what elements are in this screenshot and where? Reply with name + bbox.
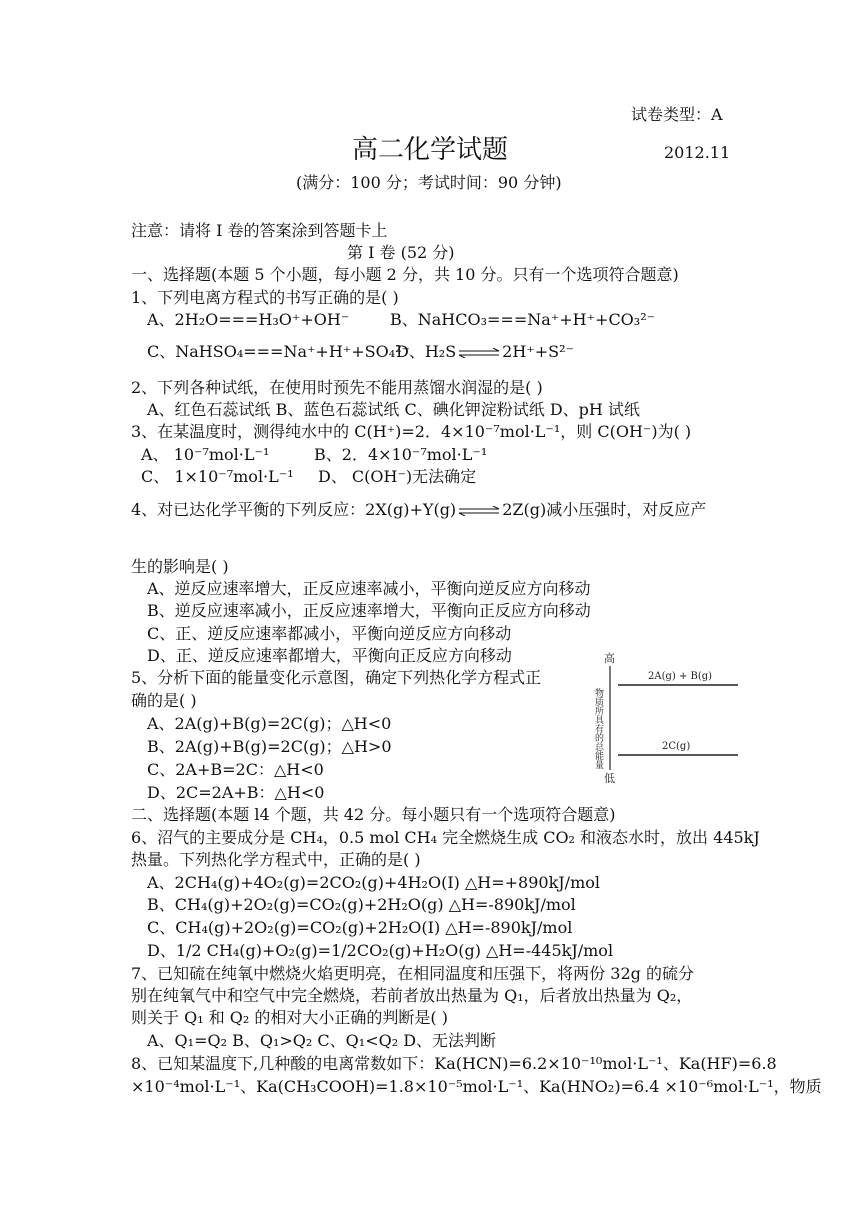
q6-option-d: D、1/2 CH₄(g)+O₂(g)=1/2CO₂(g)+H₂O(g) △H=-445kJ/mol — [147, 941, 614, 960]
notice: 注意：请将 I 卷的答案涂到答题卡上 — [131, 221, 388, 240]
energy-level-diagram — [590, 650, 740, 788]
q1-option-d — [396, 341, 574, 363]
q7-line-3: 则关于 Q₁ 和 Q₂ 的相对大小正确的判断是( ) — [131, 1008, 448, 1027]
q1-option-c: C、NaHSO₄===Na⁺+H⁺+SO₄²⁻ — [147, 342, 410, 361]
q5-option-b: B、2A(g)+B(g)=2C(g)；△H>0 — [147, 737, 392, 756]
q8-line-1: 8、已知某温度下,几种酸的电离常数如下：Ka(HCN)=6.2×10⁻¹⁰mol·L⁻¹、Ka(HF)=6.8 — [131, 1054, 777, 1073]
q4-stem-continued: 生的影响是( ) — [131, 557, 229, 576]
q3-option-b: B、2．4×10⁻⁷mol·L⁻¹ — [314, 445, 488, 464]
q4-option-a: A、逆反应速率增大，正反应速率减小，平衡向逆反应方向移动 — [147, 579, 591, 598]
q3-option-d: D、 C(OH⁻)无法确定 — [318, 467, 477, 486]
section2-title: 二、选择题(本题 l4 个题，共 42 分。每小题只有一个选项符合题意) — [131, 805, 616, 824]
q6-option-c: C、CH₄(g)+2O₂(g)=CO₂(g)+2H₂O(I) △H=-890kJ/mol — [147, 918, 573, 937]
q5-stem: 5、分析下面的能量变化示意图，确定下列热化学方程式正 — [131, 668, 542, 687]
equilibrium-arrow-icon — [458, 348, 500, 358]
q4-stem — [131, 499, 706, 521]
diagram-axis-label-text: 物质所具有的总能量 — [593, 688, 603, 769]
q1-option-a: A、2H₂O===H₃O⁺+OH⁻ — [147, 310, 350, 329]
q7-line-1: 7、已知硫在纯氧中燃烧火焰更明亮，在相同温度和压强下，将两份 32g 的硫分 — [131, 964, 694, 983]
q3-stem: 3、在某温度时，测得纯水中的 C(H⁺)=2．4×10⁻⁷mol·L⁻¹，则 C(OH⁻)为( ) — [131, 422, 692, 441]
q5-option-c: C、2A+B=2C：△H<0 — [147, 760, 324, 779]
q1-option-d-right: 2H⁺+S²⁻ — [502, 342, 574, 361]
q4-option-d: D、正、逆反应速率都增大，平衡向正反应方向移动 — [147, 646, 512, 665]
q7-line-2: 别在纯氧气中和空气中完全燃烧，若前者放出热量为 Q₁，后者放出热量为 Q₂， — [131, 986, 693, 1005]
diagram-upper-level-label: 2A(g) + B(g) — [648, 671, 713, 682]
page-title: 高二化学试题 — [352, 135, 509, 165]
q6-option-a: A、2CH₄(g)+4O₂(g)=2CO₂(g)+4H₂O(I) △H=+890kJ/mol — [147, 873, 600, 892]
q4-option-c: C、正、逆反应速率都减小，平衡向逆反应方向移动 — [147, 624, 512, 643]
q4-stem-right: 2Z(g)减小压强时，对反应产 — [502, 500, 707, 519]
q2-stem: 2、下列各种试纸，在使用时预先不能用蒸馏水润湿的是( ) — [131, 378, 543, 397]
diagram-lower-level-label: 2C(g) — [662, 741, 691, 752]
paper-type: 试卷类型：A — [631, 105, 723, 124]
q1-option-d-left: D、H₂S — [396, 342, 457, 361]
diagram-high-label: 高 — [604, 652, 615, 665]
q6-option-b: B、CH₄(g)+2O₂(g)=CO₂(g)+2H₂O(g) △H=-890kJ/mol — [147, 895, 576, 914]
exam-date: 2012.11 — [664, 143, 731, 162]
q5-option-d: D、2C=2A+B：△H<0 — [147, 783, 325, 802]
exam-subtitle: (满分：100 分；考试时间：90 分钟) — [296, 173, 562, 192]
q8-line-2: ×10⁻⁴mol·L⁻¹、Ka(CH₃COOH)=1.8×10⁻⁵mol·L⁻¹、Ka(HNO₂)=6.4 ×10⁻⁶mol·L⁻¹，物质 — [131, 1077, 822, 1096]
q5-option-a: A、2A(g)+B(g)=2C(g)；△H<0 — [147, 714, 392, 733]
section1-title: 一、选择题(本题 5 个小题，每小题 2 分，共 10 分。只有一个选项符合题意) — [131, 265, 679, 284]
equilibrium-arrow-icon — [458, 506, 500, 516]
q1-stem: 1、下列电离方程式的书写正确的是( ) — [131, 288, 399, 307]
q7-options: A、Q₁=Q₂ B、Q₁>Q₂ C、Q₁<Q₂ D、无法判断 — [147, 1031, 497, 1050]
diagram-axis-label — [593, 687, 604, 769]
q1-option-b: B、NaHCO₃===Na⁺+H⁺+CO₃²⁻ — [390, 310, 656, 329]
q2-options: A、红色石蕊试纸 B、蓝色石蕊试纸 C、碘化钾淀粉试纸 D、pH 试纸 — [147, 400, 640, 419]
diagram-low-label: 低 — [604, 772, 615, 785]
q4-stem-left: 4、对已达化学平衡的下列反应：2X(g)+Y(g) — [131, 500, 457, 519]
q5-stem-continued: 确的是( ) — [131, 691, 197, 710]
q3-option-a: A、 10⁻⁷mol·L⁻¹ — [141, 445, 270, 464]
q6-stem-continued: 热量。下列热化学方程式中，正确的是( ) — [131, 850, 421, 869]
q3-option-c: C、 1×10⁻⁷mol·L⁻¹ — [141, 467, 294, 486]
q4-option-b: B、逆反应速率减小，正反应速率增大，平衡向正反应方向移动 — [147, 601, 591, 620]
part1-title: 第 I 卷 (52 分) — [347, 243, 455, 262]
q6-stem: 6、沼气的主要成分是 CH₄，0.5 mol CH₄ 完全燃烧生成 CO₂ 和液态水时，放出 445kJ — [131, 828, 760, 847]
